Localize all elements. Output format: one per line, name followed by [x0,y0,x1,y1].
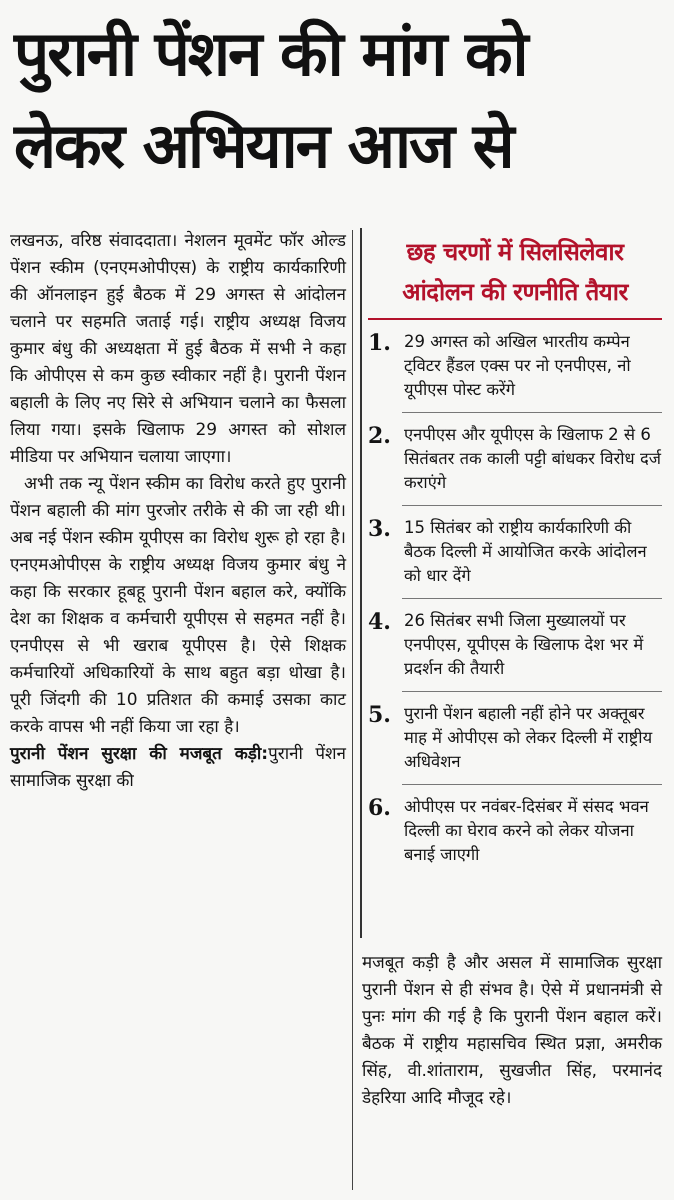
strategy-point [368,516,662,588]
strategy-box-title [368,232,662,312]
article-left-column [10,228,346,795]
headline [14,8,660,192]
article-paragraph-3 [10,741,346,795]
article-paragraph-2: अभी तक न्यू पेंशन स्कीम का विरोध करते हुए पुरानी पेंशन बहाली की मांग पुरजोर तरीके से की जा रही थी। अब नई पेंशन स्कीम यूपीएस का विरोध शुरू हो रहा है। एनएमओपीएस के राष्ट्रीय अध्यक्ष विजय कुमार बंधु ने कहा कि सरकार हूबहू पुरानी पेंशन बहाल करे, क्योंकि देश का शिक्षक व कर्मचारी यूपीएस से सहमत नहीं है। एनपीएस से भी खराब यूपीएस है। ऐसे शिक्षक कर्मचारियों अधिकारियों के साथ बहुत बड़ा धोखा है। पूरी जिंदगी की 10 प्रतिशत की कमाई उसका काट करके वापस भी नहीं किया जा रहा है। [10,474,346,737]
strategy-point-text: 29 अगस्त को अखिल भारतीय कम्पेन ट्विटर हैंडल एक्स पर नो एनपीएस, नो यूपीएस पोस्ट करेंगे [404,332,631,399]
strategy-point [368,609,662,681]
strategy-point-number: 5. [368,702,391,728]
strategy-point [368,423,662,495]
strategy-point-text: एनपीएस और यूपीएस के खिलाफ 2 से 6 सितंबतर तक काली पट्टी बांधकर विरोध दर्ज कराएंगे [404,425,661,492]
strategy-point-number: 3. [368,516,391,542]
headline-line-2: लेकर अभियान आज से [14,109,513,182]
article-right-column [362,950,662,1112]
strategy-point-text: पुरानी पेंशन बहाली नहीं होने पर अक्तूबर माह में ओपीएस को लेकर दिल्ली में राष्ट्रीय अधिवेशन [404,704,653,771]
strategy-point-number: 1. [368,330,391,356]
strategy-point [368,702,662,774]
strategy-point-separator [402,598,662,599]
strategy-point-number: 2. [368,423,391,449]
article-paragraph-3-end: मजबूत कड़ी है और असल में सामाजिक सुरक्षा पुरानी पेंशन से ही संभव है। ऐसे में प्रधानमंत्री से पुनः मांग की गई है कि पुरानी पेंशन बहाल करें। बैठक में राष्ट्रीय महासचिव स्थित प्रज्ञा, अमरीक सिंह, वी.शांताराम, सुखजीत सिंह, परमानंद डेहरिया आदि मौजूद रहे। [362,953,662,1108]
strategy-point-number: 4. [368,609,391,635]
strategy-point-separator [402,505,662,506]
strategy-box-title-line-1: छह चरणों में सिलसिलेवार [406,238,624,266]
strategy-point-separator [402,412,662,413]
strategy-point [368,795,662,867]
strategy-point-text: 15 सितंबर को राष्ट्रीय कार्यकारिणी की बैठक दिल्ली में आयोजित करके आंदोलन को धार देंगे [404,518,647,585]
strategy-box-title-line-2: आंदोलन की रणनीति तैयार [402,278,628,306]
strategy-point-separator [402,784,662,785]
strategy-point-number: 6. [368,795,391,821]
strategy-point [368,330,662,402]
article-paragraph-1: लखनऊ, वरिष्ठ संवाददाता। नेशलन मूवमेंट फॉर ओल्ड पेंशन स्कीम (एनएमओपीएस) के राष्ट्रीय कार्यकारिणी की ऑनलाइन हुई बैठक में 29 अगस्त से आंदोलन चलाने पर सहमति जताई गई। राष्ट्रीय अध्यक्ष विजय कुमार बंधु की अध्यक्षता में हुई बैठक में सभी ने कहा कि ओपीएस से कम कुछ स्वीकार नहीं है। पुरानी पेंशन बहाली के लिए नए सिरे से अभियान चलाने का फैसला लिया गया। इसके खिलाफ 29 अगस्त को सोशल मीडिया पर अभियान चलाया जाएगा। [10,231,346,467]
strategy-point-separator [402,691,662,692]
strategy-box [360,228,662,938]
strategy-point-text: 26 सितंबर सभी जिला मुख्यालयों पर एनपीएस, यूपीएस के खिलाफ देश भर में प्रदर्शन की तैयारी [404,611,644,678]
strategy-box-title-rule [368,318,662,320]
article-paragraph-3-start: पुरानी पेंशन सामाजिक सुरक्षा की [10,744,346,791]
headline-line-1: पुरानी पेंशन की मांग को [14,17,527,90]
strategy-point-text: ओपीएस पर नवंबर-दिसंबर में संसद भवन दिल्ली का घेराव करने को लेकर योजना बनाई जाएगी [404,797,649,864]
article-subheading: पुरानी पेंशन सुरक्षा की मजबूत कड़ी: [10,744,269,764]
column-divider [352,230,353,1190]
